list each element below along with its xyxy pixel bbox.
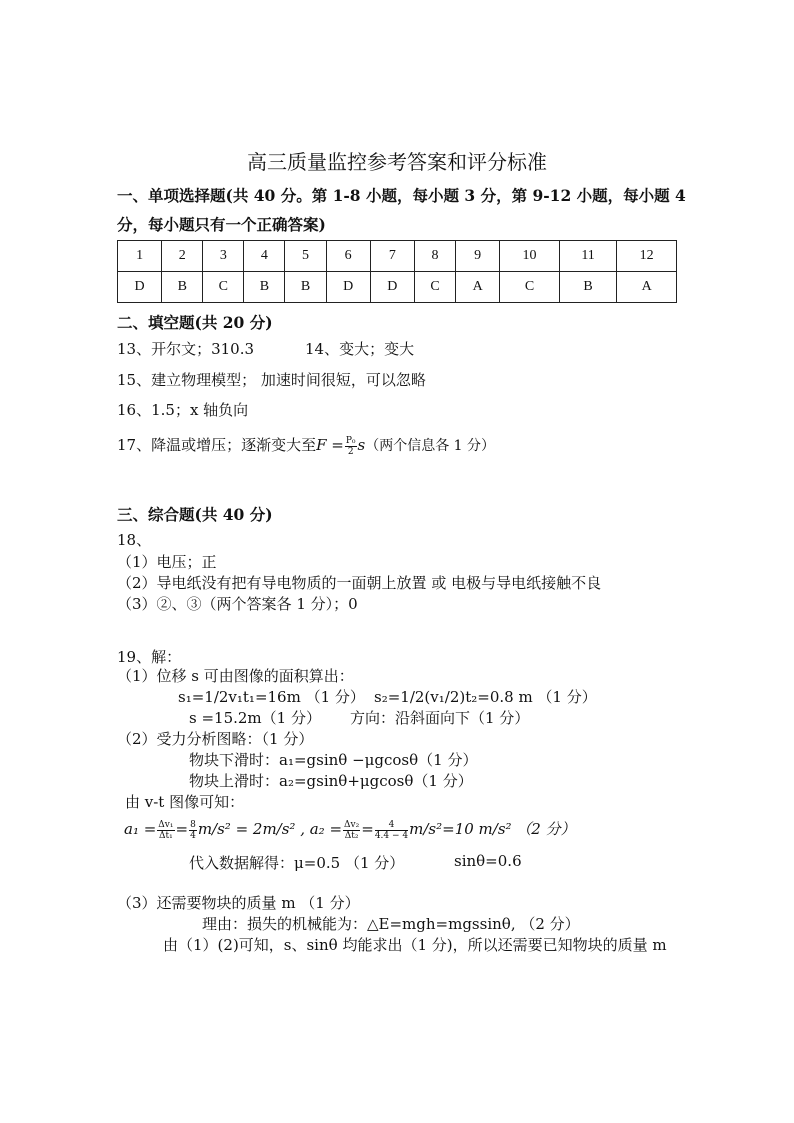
table-cell: B: [559, 272, 617, 303]
q19-s-total: s =15.2m（1 分）: [189, 709, 321, 727]
section1-heading-line1: 一、单项选择题(共 40 分。第 1-8 小题，每小题 3 分，第 9-12 小题，每小题 4: [117, 186, 686, 205]
table-cell: 2: [162, 241, 203, 272]
table-cell: C: [414, 272, 455, 303]
answer-14: 14、变大；变大: [305, 340, 415, 358]
section2-heading: 二、填空题(共 20 分): [117, 313, 273, 332]
answer-17-suffix: （两个信息各 1 分）: [365, 438, 496, 454]
a1-rest: m/s² = 2m/s² , a₂ =: [197, 820, 343, 838]
a1-lhs: a₁ =: [124, 820, 157, 838]
q19-part2: （2）受力分析图略：（1 分）: [117, 730, 314, 748]
section1-heading-line2: 分，每小题只有一个正确答案): [117, 215, 326, 234]
table-cell: C: [203, 272, 244, 303]
answer-table-number-row: [118, 241, 677, 272]
q18-part3: （3）②、③（两个答案各 1 分）；0: [117, 595, 358, 613]
q19-label: 19、解：: [117, 648, 182, 666]
table-cell: D: [370, 272, 414, 303]
table-cell: 10: [500, 241, 560, 272]
fraction: [343, 820, 360, 841]
table-cell: D: [326, 272, 370, 303]
table-cell: 7: [370, 241, 414, 272]
q18-part2: （2）导电纸没有把有导电物质的一面朝上放置 或 电极与导电纸接触不良: [117, 574, 602, 592]
fraction-denominator: 4.4 − 4: [374, 830, 409, 841]
table-cell: 8: [414, 241, 455, 272]
answer-16: 16、1.5；x 轴负向: [117, 401, 249, 419]
equals: =: [175, 820, 189, 838]
answer-13: 13、开尔文；310.3: [117, 340, 255, 358]
fraction-numerator: 4: [375, 820, 408, 831]
fraction: [345, 436, 357, 457]
q18-part1: （1）电压；正: [117, 553, 217, 571]
table-cell: 11: [559, 241, 617, 272]
q19-final: 由（1）(2)可知，s、sinθ 均能求出（1 分)，所以还需要已知物块的质量 m: [163, 936, 667, 954]
table-cell: 5: [285, 241, 326, 272]
q19-up: 物块上滑时：a₂=gsinθ+μgcosθ（1 分）: [189, 772, 473, 790]
table-cell: C: [500, 272, 560, 303]
formula-var: s: [357, 436, 366, 454]
table-cell: A: [617, 272, 677, 303]
table-cell: D: [118, 272, 162, 303]
answer-table: [117, 240, 677, 303]
fraction-numerator: 8: [190, 819, 196, 830]
a2-rest: m/s²=10 m/s² （2 分）: [409, 820, 576, 838]
fraction: [189, 820, 197, 841]
answer-17: [117, 434, 495, 457]
fraction-numerator: Δv₁: [158, 819, 174, 830]
table-cell: 1: [118, 241, 162, 272]
table-cell: 9: [456, 241, 500, 272]
q19-s2: s₂=1/2(v₁/2)t₂=0.8 m （1 分）: [374, 688, 597, 706]
fraction-denominator: Δt₂: [344, 830, 359, 841]
table-cell: A: [456, 272, 500, 303]
q19-vt: 由 v-t 图像可知：: [125, 793, 245, 811]
q19-reason: 理由：损失的机械能为：△E=mgh=mgssinθ, （2 分）: [202, 915, 580, 933]
table-cell: B: [244, 272, 285, 303]
answer-table-answer-row: [118, 272, 677, 303]
q19-direction: 方向：沿斜面向下（1 分）: [350, 709, 530, 727]
q19-s1: s₁=1/2v₁t₁=16m （1 分）: [178, 688, 365, 706]
table-cell: B: [162, 272, 203, 303]
q19-solve: 代入数据解得：μ=0.5 （1 分）: [189, 854, 405, 872]
section3-heading: 三、综合题(共 40 分): [117, 505, 273, 524]
fraction-numerator: P₀: [345, 435, 356, 446]
answer-17-prefix: 17、降温或增压；逐渐变大至: [117, 436, 317, 454]
table-cell: 4: [244, 241, 285, 272]
answer-15: 15、建立物理模型； 加速时间很短，可以忽略: [117, 371, 426, 389]
fraction-denominator: 4: [190, 830, 196, 841]
formula-lhs: F =: [316, 436, 344, 454]
fraction-numerator: Δv₂: [344, 819, 360, 830]
q19-acceleration-formula: [124, 818, 576, 841]
q19-sin: sinθ=0.6: [454, 852, 522, 870]
equals: =: [361, 820, 374, 838]
fraction-denominator: Δt₁: [159, 830, 173, 841]
fraction: [375, 820, 408, 841]
table-cell: B: [285, 272, 326, 303]
table-cell: 3: [203, 241, 244, 272]
page-title: 高三质量监控参考答案和评分标准: [247, 150, 547, 174]
q19-down: 物块下滑时：a₁=gsinθ −μgcosθ（1 分）: [189, 751, 478, 769]
table-cell: 6: [326, 241, 370, 272]
q19-part3: （3）还需要物块的质量 m （1 分）: [117, 894, 360, 912]
table-cell: 12: [617, 241, 677, 272]
q19-part1: （1）位移 s 可由图像的面积算出：: [117, 667, 354, 685]
q18-label: 18、: [117, 531, 152, 549]
fraction-denominator: 2: [347, 446, 354, 457]
fraction: [157, 820, 174, 841]
